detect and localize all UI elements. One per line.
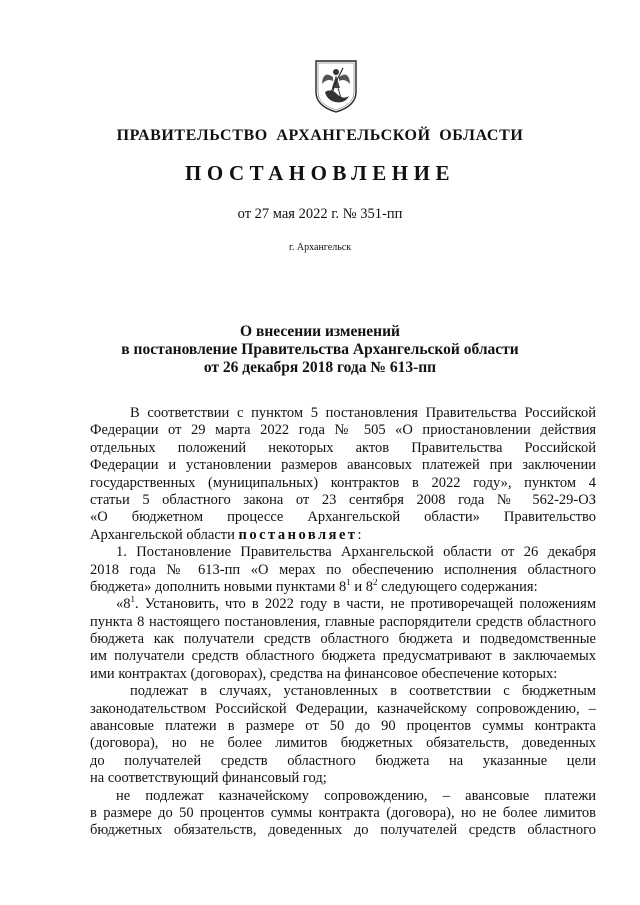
- body-line: 1. Постановление Правительства Архангельской области от 26 декабря: [116, 544, 596, 561]
- body-line: 2018 года № 613-пп «О мерах по обеспечению исполнения областного: [90, 561, 596, 578]
- body-line: [90, 579, 596, 596]
- body-text: . Установить, что в 2022 году в части, не противоречащей положениям: [135, 596, 596, 613]
- document-title: [0, 323, 640, 377]
- body-line: им получатели средств областного бюджета предусматривают в заключаемых: [90, 648, 596, 665]
- title-line-1: О внесении изменений: [240, 323, 400, 340]
- body-line: статьи 5 областного закона от 23 сентября 2008 года № 562-29-ОЗ: [90, 491, 596, 508]
- document-body: [90, 405, 596, 840]
- coat-of-arms-icon: [313, 58, 359, 114]
- body-line: бюджетных обязательств, доведенных до получателей средств областного: [90, 822, 596, 839]
- body-line: подлежат в случаях, установленных в соответствии с бюджетным: [130, 683, 596, 700]
- body-text: следующего содержания:: [377, 578, 538, 595]
- body-line: «О бюджетном процессе Архангельской области» Правительство: [90, 509, 596, 526]
- body-line: [90, 527, 596, 544]
- body-line: государственных (муниципальных) контрактов в 2022 году», пунктом 4: [90, 474, 596, 491]
- body-text: Архангельской области: [90, 526, 235, 543]
- body-line: Федерации от 29 марта 2022 года № 505 «О приостановлении действия: [90, 422, 596, 439]
- body-line: бюджета как получатели средств областного бюджета и подведомственные: [90, 631, 596, 648]
- body-line: ими контрактах (договорах), средства на финансовое обеспечение которых:: [90, 665, 558, 682]
- body-line: на соответствующий финансовый год;: [90, 770, 327, 787]
- body-line: Федерации и установлении размеров авансовых платежей при заключении: [90, 457, 596, 474]
- title-line-3: от 26 декабря 2018 года № 613-пп: [203, 359, 437, 376]
- title-line-2: в постановление Правительства Архангельской области: [121, 341, 519, 358]
- body-line: авансовые платежи в размере от 50 до 90 процентов суммы контракта: [90, 718, 596, 735]
- body-line: не подлежат казначейскому сопровождению, – авансовые платежи: [116, 787, 596, 804]
- superscript: 1: [130, 596, 135, 605]
- body-text: бюджета» дополнить новыми пунктами 8: [90, 578, 347, 595]
- body-line: отдельных положений некоторых актов Правительства Российской: [90, 439, 596, 456]
- document-type: ПОСТАНОВЛЕНИЕ: [185, 161, 455, 185]
- document-date-number: от 27 мая 2022 г. № 351-пп: [237, 206, 403, 222]
- body-line: [90, 596, 596, 613]
- body-line: (договора), но не более лимитов бюджетных обязательств, доведенных: [90, 735, 596, 752]
- government-name: ПРАВИТЕЛЬСТВО АРХАНГЕЛЬСКОЙ ОБЛАСТИ: [116, 127, 524, 144]
- resolves-word: постановляет: [238, 526, 358, 543]
- body-text: и 8: [350, 578, 374, 595]
- body-text: :: [357, 526, 362, 543]
- superscript: 2: [373, 578, 378, 588]
- body-text: «8: [116, 596, 131, 613]
- body-line: В соответствии с пунктом 5 постановления Правительства Российской: [130, 405, 596, 421]
- body-line: до получателей средств областного бюджета на указанные цели: [90, 752, 596, 769]
- body-line: пункта 8 настоящего постановления, главные распорядители средств областного: [90, 613, 596, 630]
- body-line: в размере до 50 процентов суммы контракта (договора), но не более лимитов: [90, 804, 596, 821]
- body-line: законодательством Российской Федерации, казначейскому сопровождению, –: [90, 700, 596, 717]
- superscript: 1: [346, 578, 351, 588]
- document-city: г. Архангельск: [288, 242, 352, 253]
